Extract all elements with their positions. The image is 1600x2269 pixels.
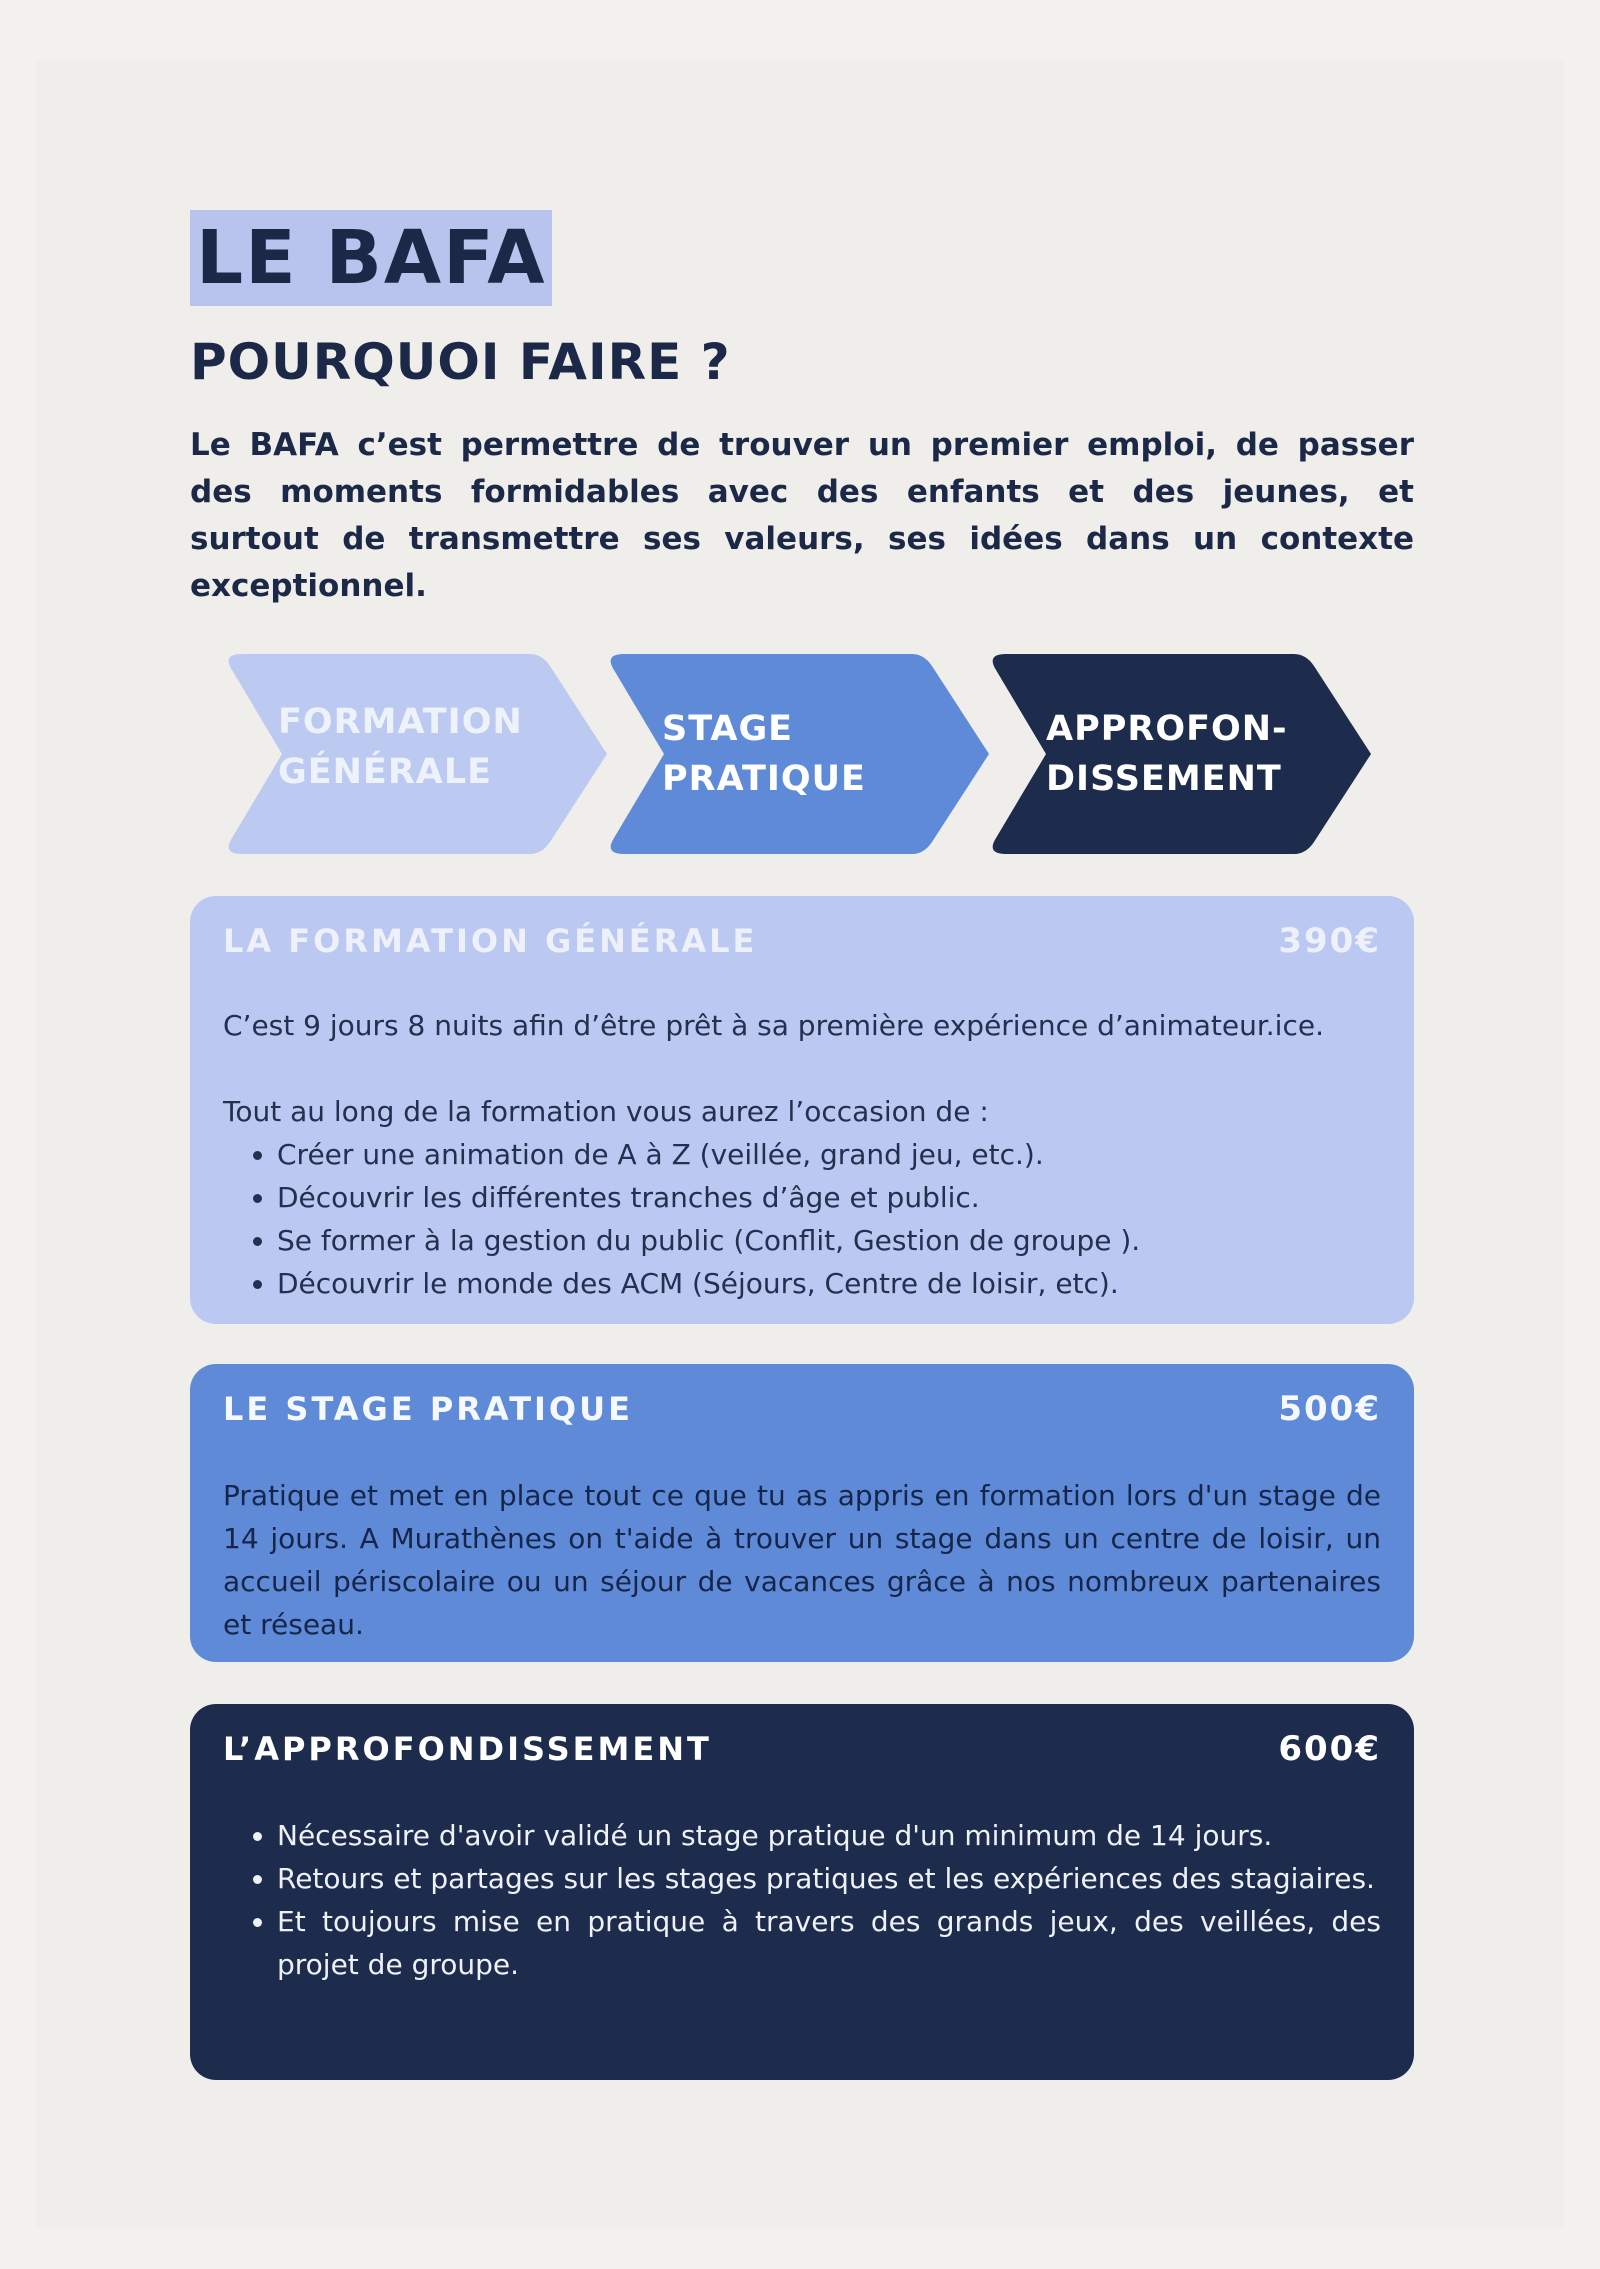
card-header <box>223 1390 1381 1428</box>
list-item: • Se former à la gestion du public (Conflit, Gestion de groupe ). <box>277 1219 1381 1262</box>
card-price: 390€ <box>1278 921 1381 961</box>
card-list <box>223 1814 1381 1986</box>
step-label: FORMATION GÉNÉRALE <box>278 702 523 792</box>
list-item: • Et toujours mise en pratique à travers des grands jeux, des veillées, des projet de groupe. <box>277 1900 1381 1986</box>
card-text: Pratique et met en place tout ce que tu as appris en formation lors d'un stage de 14 jours. A Murathènes on t'aide à trouver un stage dans un centre de loisir, un accueil périscolaire ou un séjour de vacances grâce à nos nombreux partenaires et réseau. <box>223 1479 1381 1641</box>
steps-chevrons <box>190 652 1414 858</box>
card-title: LA FORMATION GÉNÉRALE <box>223 922 758 960</box>
list-item: • Retours et partages sur les stages pratiques et les expériences des stagiaires. <box>277 1857 1381 1900</box>
card-title: LE STAGE PRATIQUE <box>223 1390 633 1428</box>
intro-paragraph: Le BAFA c’est permettre de trouver un premier emploi, de passer des moments formidables avec des enfants et des jeunes, et surtout de transmettre ses valeurs, ses idées dans un contexte exceptionnel. <box>190 427 1414 604</box>
card-header <box>223 1730 1381 1768</box>
step-approfondissement <box>976 652 1376 856</box>
list-item: • Nécessaire d'avoir validé un stage pratique d'un minimum de 14 jours. <box>277 1814 1381 1857</box>
step-label: APPROFON- DISSEMENT <box>1046 709 1288 799</box>
card-approfondissement <box>190 1704 1414 2080</box>
list-item: • Créer une animation de A à Z (veillée, grand jeu, etc.). <box>277 1133 1381 1176</box>
step-stage-pratique <box>594 652 994 856</box>
list-item: • Découvrir le monde des ACM (Séjours, Centre de loisir, etc). <box>277 1262 1381 1305</box>
card-stage-pratique <box>190 1364 1414 1662</box>
main-content <box>190 210 1414 2080</box>
title-block <box>190 210 1414 310</box>
card-formation-generale <box>190 896 1414 1324</box>
list-item: • Découvrir les différentes tranches d’âge et public. <box>277 1176 1381 1219</box>
card-title: L’APPROFONDISSEMENT <box>223 1730 712 1768</box>
card-price: 500€ <box>1278 1389 1381 1429</box>
card-list <box>223 1133 1381 1305</box>
step-label: STAGE PRATIQUE <box>662 709 866 799</box>
card-header <box>223 922 1381 960</box>
page-title: LE BAFA <box>190 210 552 306</box>
card-lead: Tout au long de la formation vous aurez l’occasion de : <box>223 1095 989 1128</box>
card-price: 600€ <box>1278 1729 1381 1769</box>
step-formation-generale <box>212 652 612 856</box>
page-subtitle: POURQUOI FAIRE ? <box>190 333 731 391</box>
card-intro: C’est 9 jours 8 nuits afin d’être prêt à sa première expérience d’animateur.ice. <box>223 1009 1324 1042</box>
